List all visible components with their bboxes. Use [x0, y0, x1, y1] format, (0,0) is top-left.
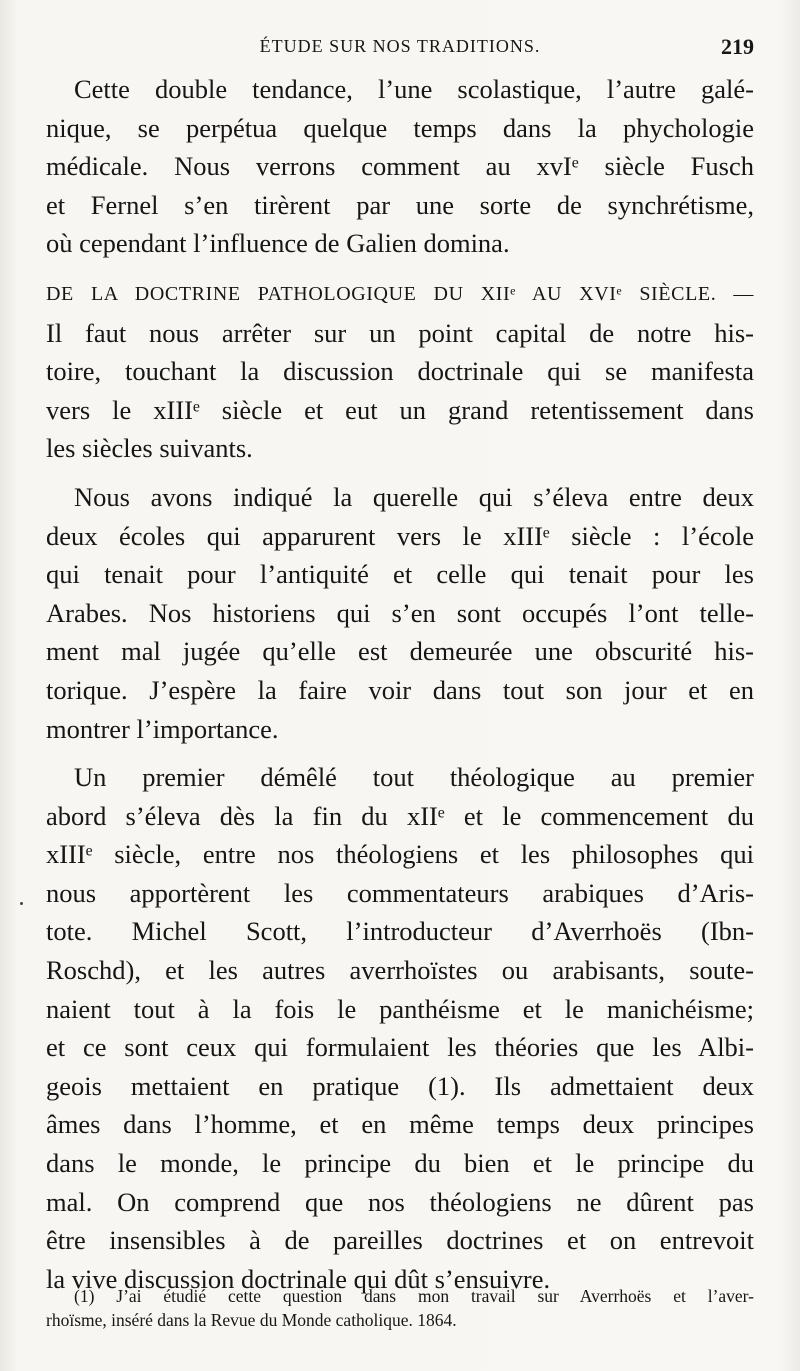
- text-line: Roschd), et les autres averrhoïstes ou arabisants, soute-: [46, 955, 754, 986]
- text-line: médicale. Nous verrons comment au xvIᵉ siècle Fusch: [46, 151, 754, 182]
- paragraph-1: [46, 70, 754, 263]
- running-head: [46, 34, 754, 60]
- text-line: être insensibles à de pareilles doctrines et on entrevoit: [46, 1225, 754, 1256]
- text-line: ment mal jugée qu’elle est demeurée une obscurité his-: [46, 636, 754, 667]
- text-line: où cependant l’influence de Galien domina.: [46, 228, 510, 259]
- section-heading-paragraph: [46, 275, 754, 468]
- text-line: et Fernel s’en tirèrent par une sorte de synchrétisme,: [46, 189, 754, 220]
- footnote-line: rhoïsme, inséré dans la Revue du Monde catholique. 1864.: [46, 1310, 457, 1330]
- footnote-line: (1) J’ai étudié cette question dans mon travail sur Averrhoës et l’aver-: [74, 1286, 754, 1306]
- text-line: et ce sont ceux qui formulaient les théories que les Albi-: [46, 1032, 754, 1063]
- scan-speck: [20, 902, 23, 905]
- text-line: Il faut nous arrêter sur un point capital de notre his-: [46, 317, 754, 348]
- text-line: qui tenait pour l’antiquité et celle qui tenait pour les: [46, 559, 754, 590]
- page-number: 219: [721, 34, 754, 59]
- text-line: toire, touchant la discussion doctrinale qui se manifesta: [46, 356, 754, 387]
- text-line: naient tout à la fois le panthéisme et le manichéisme;: [46, 993, 754, 1024]
- text-line: dans le monde, le principe du bien et le principe du: [46, 1148, 754, 1179]
- text-line: vers le xIIIᵉ siècle et eut un grand retentissement dans: [46, 394, 754, 425]
- text-line: torique. J’espère la faire voir dans tout son jour et en: [46, 674, 754, 705]
- text-line: Nous avons indiqué la querelle qui s’éleva entre deux: [74, 481, 754, 512]
- text-line: nous apportèrent les commentateurs arabiques d’Aris-: [46, 877, 754, 908]
- section-heading: DE LA DOCTRINE PATHOLOGIQUE DU XIIᵉ AU XVIᵉ SIÈCLE. —: [46, 282, 754, 305]
- text-line: la vive discussion doctrinale qui dût s’ensuivre.: [46, 1263, 551, 1294]
- paragraph-gap: [46, 748, 754, 758]
- paragraph-4: [46, 758, 754, 1298]
- section-gap: [46, 263, 754, 275]
- text-line: âmes dans l’homme, et en même temps deux principes: [46, 1109, 754, 1140]
- text-line: Cette double tendance, l’une scolastique, l’autre galé-: [74, 74, 754, 104]
- text-line: xIIIᵉ siècle, entre nos théologiens et les philosophes qui: [46, 839, 754, 870]
- footnotes: [46, 1284, 754, 1332]
- text-line: geois mettaient en pratique (1). Ils admettaient deux: [46, 1070, 754, 1101]
- text-line: mal. On comprend que nos théologiens ne dûrent pas: [46, 1186, 754, 1217]
- paragraph-3: [46, 478, 754, 748]
- text-line: Un premier démêlé tout théologique au premier: [74, 762, 754, 793]
- running-title: ÉTUDE SUR NOS TRADITIONS.: [259, 36, 541, 56]
- text-line: nique, se perpétua quelque temps dans la phychologie: [46, 112, 754, 143]
- paragraph-gap: [46, 468, 754, 478]
- text-line: les siècles suivants.: [46, 433, 253, 464]
- text-line: Arabes. Nos historiens qui s’en sont occupés l’ont telle-: [46, 597, 754, 628]
- text-line: tote. Michel Scott, l’introducteur d’Averrhoës (Ibn-: [46, 916, 754, 947]
- text-line: deux écoles qui apparurent vers le xIIIᵉ siècle : l’école: [46, 520, 754, 551]
- text-line: abord s’éleva dès la fin du xIIᵉ et le commencement du: [46, 800, 754, 831]
- text-line: montrer l’importance.: [46, 713, 279, 744]
- main-text: [46, 70, 754, 1298]
